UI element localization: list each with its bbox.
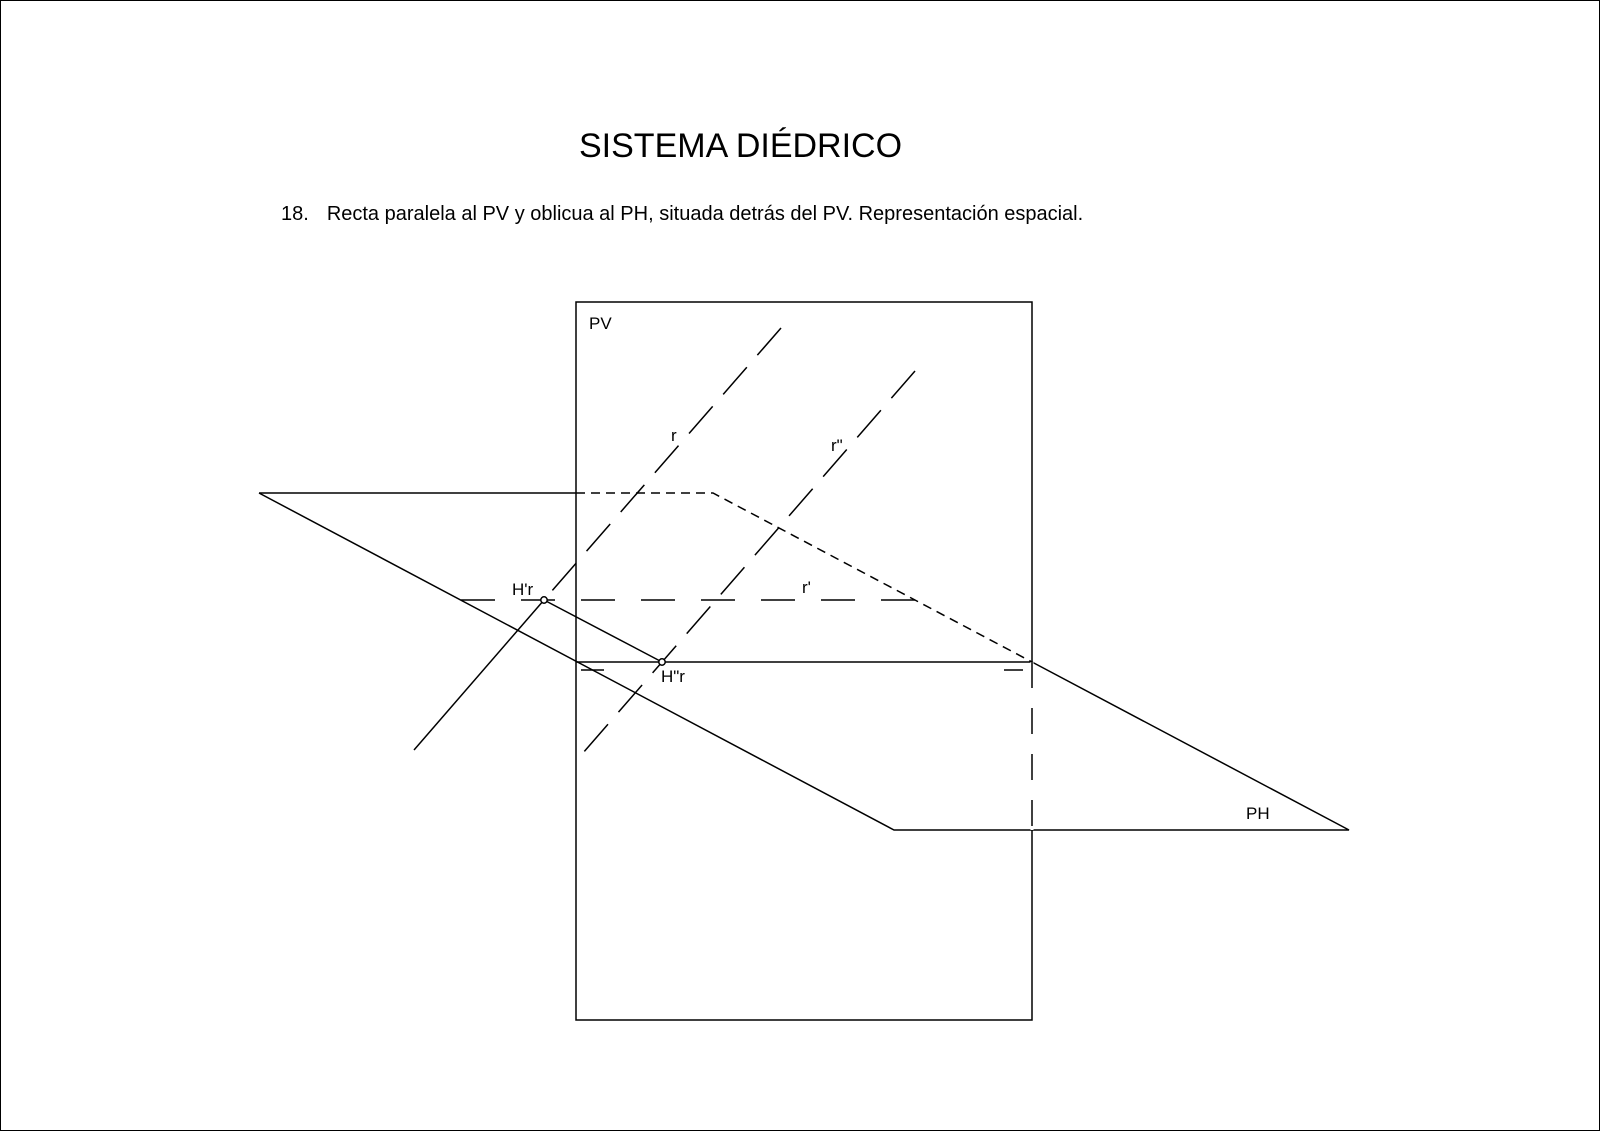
vertical-plane xyxy=(576,302,1032,1020)
label-r: r xyxy=(671,426,677,445)
exercise-text: Recta paralela al PV y oblicua al PH, situada detrás del PV. Representación espacial. xyxy=(326,203,1084,225)
exercise-number: 18. xyxy=(281,203,309,225)
label-r-second: r" xyxy=(831,436,843,455)
line-r-hidden xyxy=(544,328,781,600)
dihedral-diagram xyxy=(1,1,1600,1132)
page-title: SISTEMA DIÉDRICO xyxy=(579,127,903,165)
label-r-prime: r' xyxy=(802,578,811,597)
label-h-prime-r: H'r xyxy=(512,580,534,599)
label-ph: PH xyxy=(1246,804,1270,823)
trace-projector xyxy=(544,600,662,662)
label-pv: PV xyxy=(589,314,612,333)
line-r-second-projection xyxy=(576,371,915,761)
line-r-visible xyxy=(414,600,544,750)
label-h-second-r: H"r xyxy=(661,667,685,686)
trace-point-h-second xyxy=(659,659,665,665)
trace-point-h-prime xyxy=(541,597,547,603)
